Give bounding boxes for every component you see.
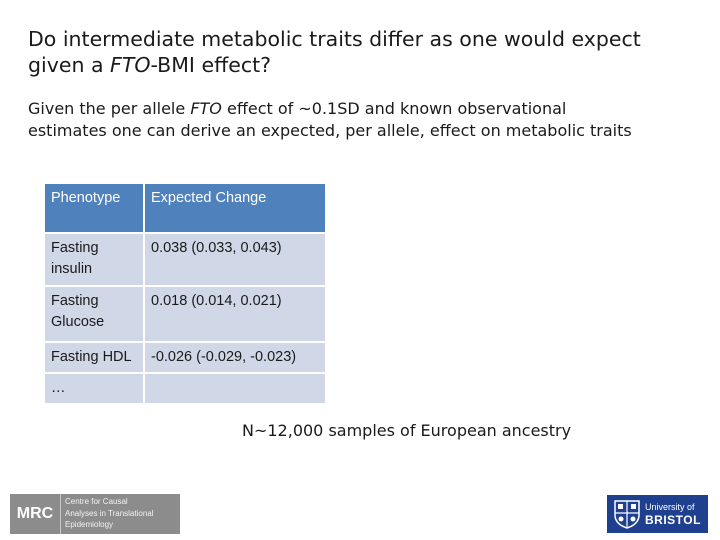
title-line-1: Do intermediate metabolic traits differ as one would expect — [28, 27, 641, 51]
crest-icon — [613, 499, 641, 529]
bristol-line-2: BRISTOL — [645, 513, 701, 527]
phenotype-line-2: insulin — [51, 261, 93, 277]
bristol-wordmark — [645, 501, 701, 527]
table-row — [45, 343, 325, 372]
mrc-logo — [10, 494, 180, 534]
expected-change-cell: -0.026 (-0.029, -0.023) — [145, 343, 325, 372]
title-gene-name: FTO — [110, 53, 151, 77]
slide-subtitle — [28, 98, 718, 142]
phenotype-cell — [45, 234, 143, 285]
phenotype-line-1: Fasting — [51, 240, 99, 256]
table-row — [45, 374, 325, 403]
title-line-2-prefix: given a — [28, 53, 111, 77]
title-line-2 — [28, 52, 708, 78]
subtitle-line-2: estimates one can derive an expected, per allele, effect on metabolic traits — [28, 121, 632, 140]
table-row — [45, 234, 325, 285]
mrc-line: Epidemiology — [65, 520, 114, 529]
phenotype-line-1: Fasting — [51, 293, 99, 309]
phenotype-cell — [45, 287, 143, 341]
phenotype-cell: … — [45, 374, 143, 403]
subtitle-line-1-suffix: effect of ~0.1SD and known observational — [221, 99, 567, 118]
title-line-2-suffix: -BMI effect? — [150, 53, 272, 77]
table-header-row — [45, 184, 325, 232]
table-row — [45, 287, 325, 341]
phenotype-line-2: Glucose — [51, 314, 105, 330]
slide-title — [28, 26, 708, 78]
header-phenotype: Phenotype — [45, 184, 143, 232]
phenotype-cell: Fasting HDL — [45, 343, 143, 372]
mrc-wordmark: MRC — [10, 494, 61, 534]
mrc-line: Analyses in Translational — [65, 508, 154, 518]
subtitle-prefix: Given the per allele — [28, 99, 191, 118]
expected-change-cell: 0.018 (0.014, 0.021) — [145, 287, 325, 341]
sample-size-note: N~12,000 samples of European ancestry — [242, 421, 572, 440]
expected-change-cell — [145, 374, 325, 403]
header-expected-change: Expected Change — [145, 184, 325, 232]
expected-change-cell: 0.038 (0.033, 0.043) — [145, 234, 325, 285]
bristol-logo — [607, 495, 708, 533]
subtitle-gene-name: FTO — [190, 99, 222, 118]
mrc-centre-name — [61, 494, 180, 534]
expected-change-table — [43, 182, 327, 405]
mrc-line: Centre for Causal — [65, 497, 128, 506]
bristol-line-1: University of — [645, 502, 695, 512]
subtitle-line-1 — [28, 98, 718, 120]
